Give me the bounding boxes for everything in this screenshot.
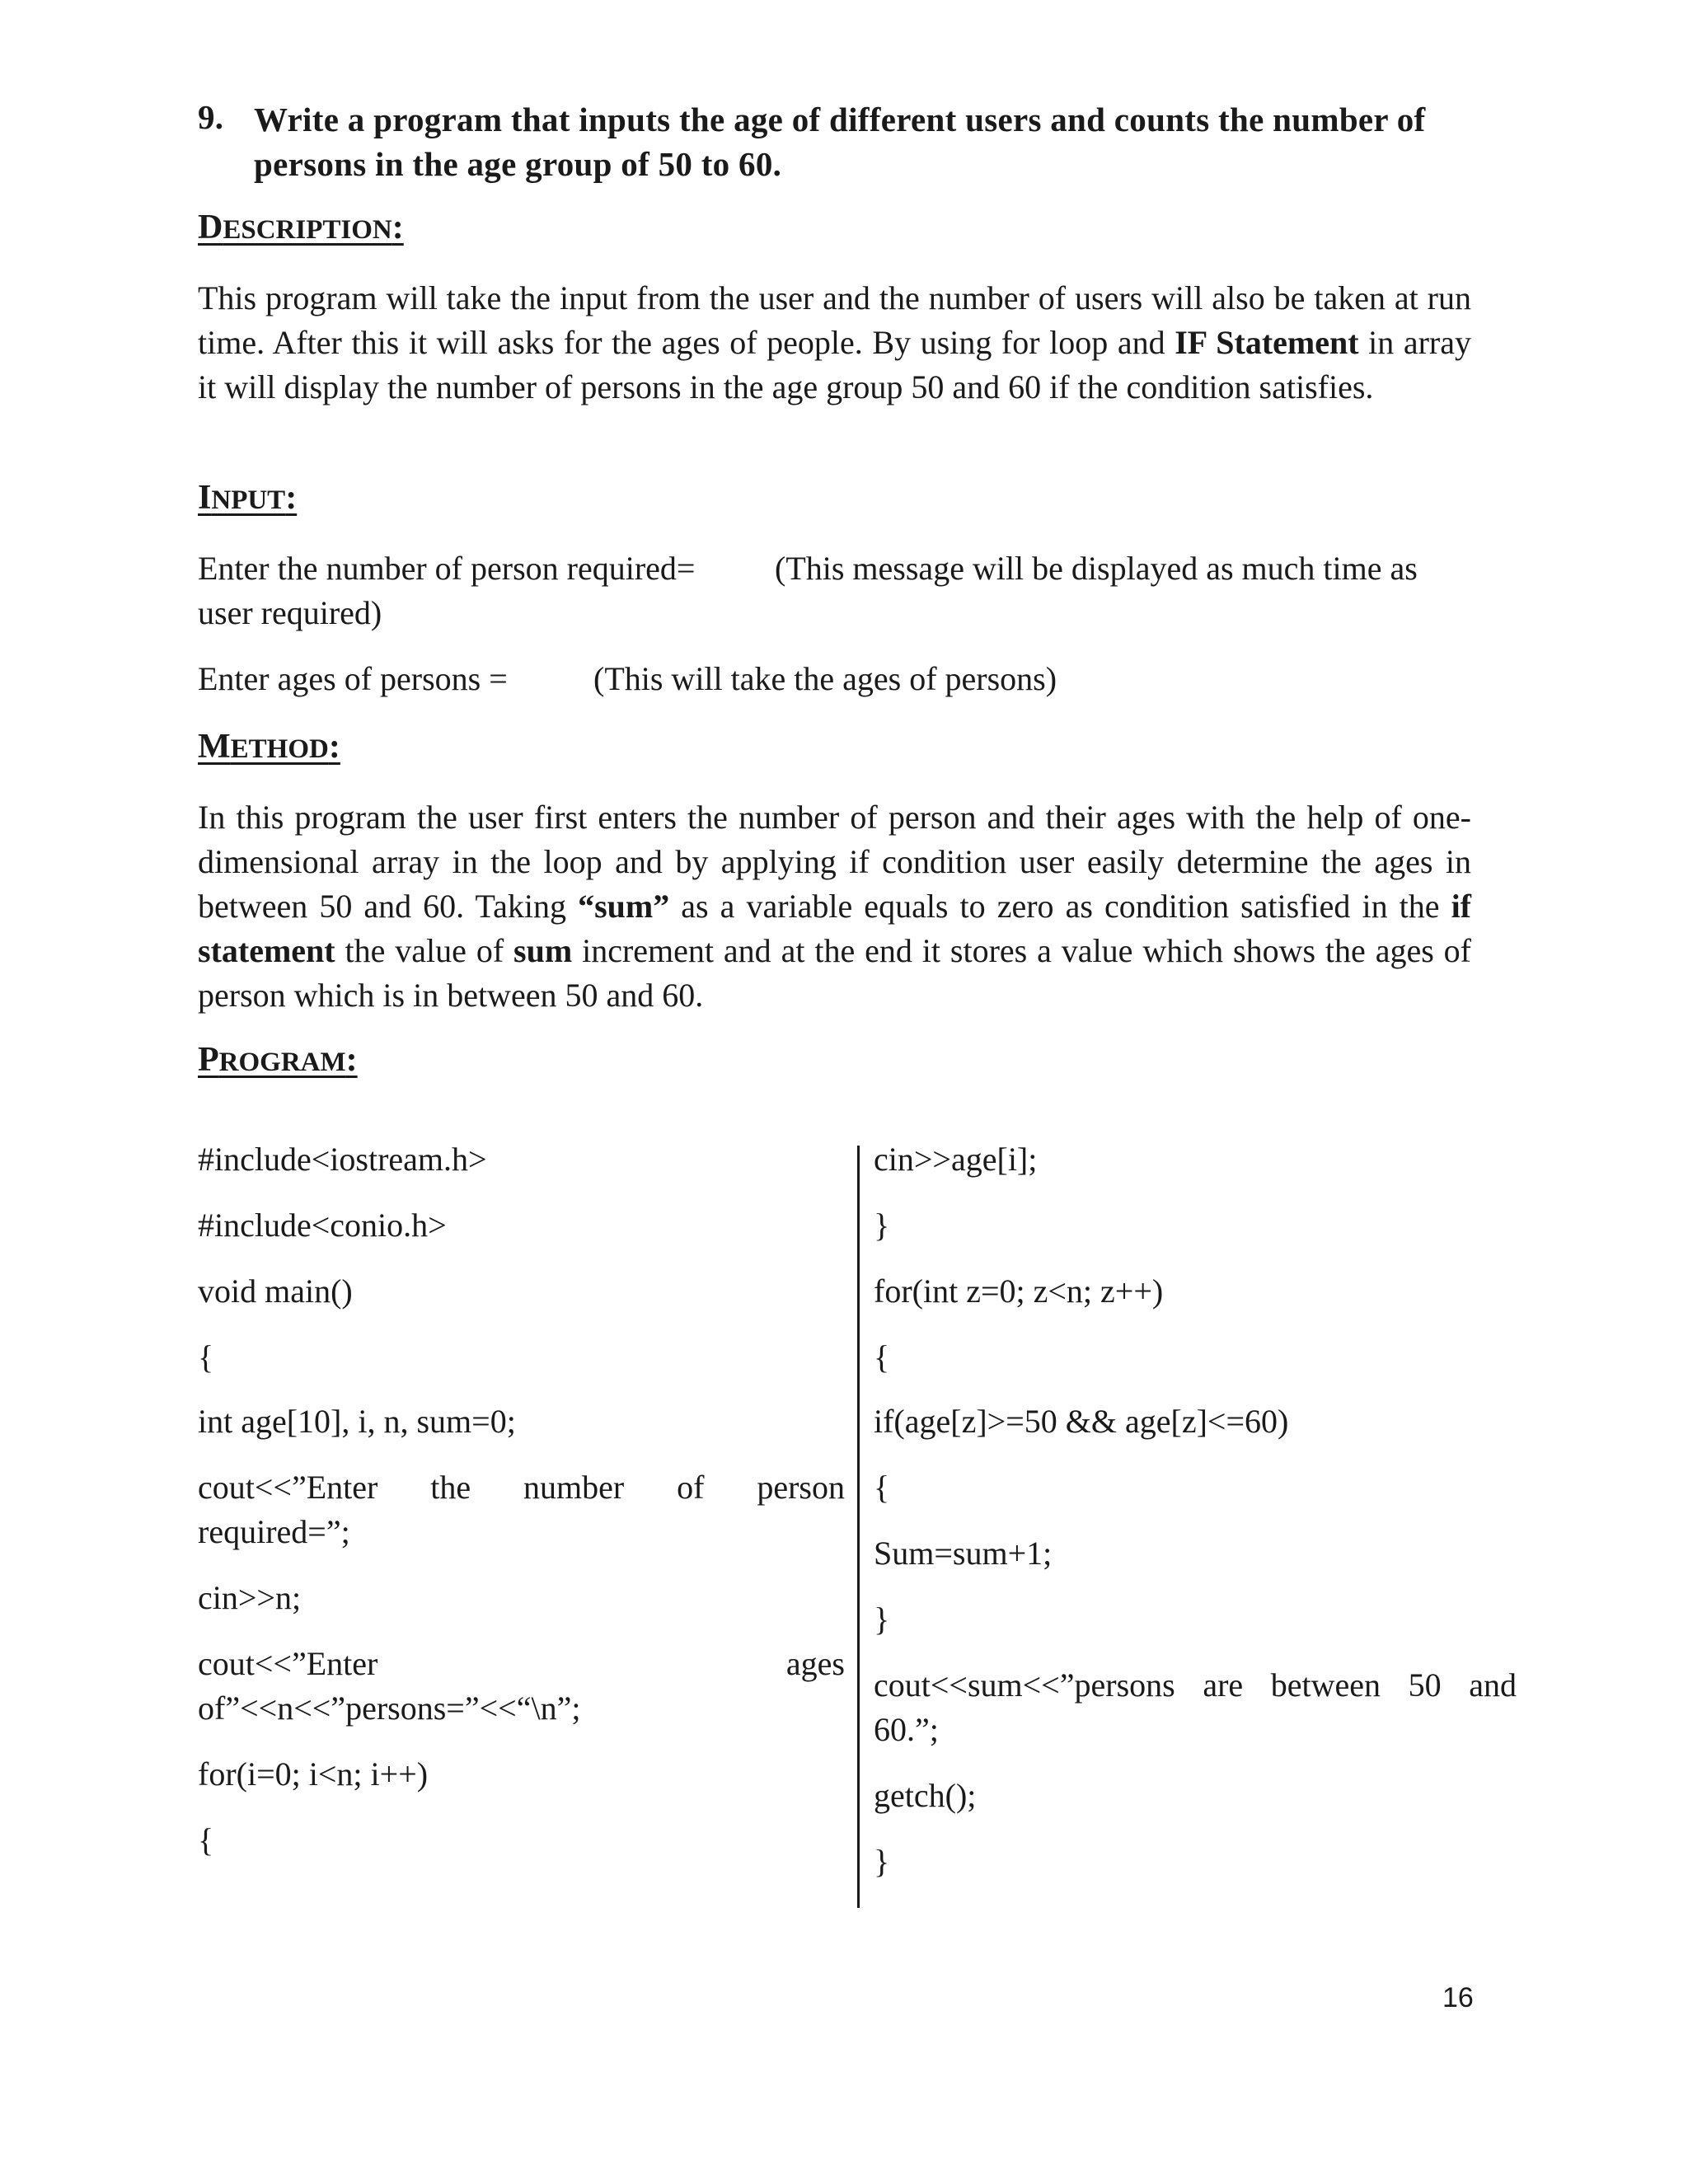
code-line-wrapped xyxy=(198,1465,845,1554)
code-line: { xyxy=(198,1338,214,1376)
code-line: void main() xyxy=(198,1272,353,1310)
method-part-4: increment and at the end it stores a value which shows the ages of person which is in between 50 and 60. xyxy=(198,932,1471,1014)
heading-colon: : xyxy=(328,728,340,766)
question-number: 9. xyxy=(198,98,224,136)
code-column-divider xyxy=(857,1146,860,1908)
code-line: 60.”; xyxy=(874,1711,939,1748)
description-part-2: in array it will display the number of persons in the age group 50 and 60 if the condition satisfies. xyxy=(198,324,1472,405)
program-heading xyxy=(198,1040,358,1080)
description-part-1: This program will take the input from the user and the number of users will also be taken at run time. After this it will asks for the ages of people. By using for loop and xyxy=(198,279,1471,361)
code-line: of”<<n<<”persons=”<<“\n”; xyxy=(198,1690,581,1727)
code-line: int age[10], i, n, sum=0; xyxy=(198,1403,516,1440)
code-line: cout<<sum<<”persons are between 50 and xyxy=(874,1666,1517,1704)
heading-colon: : xyxy=(345,1041,358,1079)
heading-rest: NPUT xyxy=(211,485,286,515)
input-line-1-cont: user required) xyxy=(198,594,382,631)
heading-initial: P xyxy=(198,1041,219,1079)
method-bold-3: sum xyxy=(513,932,573,969)
code-line: { xyxy=(874,1469,890,1506)
input-heading xyxy=(198,478,297,518)
input-line-1-note: (This message will be displayed as much time as xyxy=(775,550,1418,587)
code-line: cin>>n; xyxy=(198,1579,302,1616)
method-part-3: the value of xyxy=(335,932,514,969)
input-line-1: Enter the number of person required= xyxy=(198,550,696,587)
heading-colon: : xyxy=(392,209,404,246)
code-line: cout<<”Enter the number of person xyxy=(198,1469,845,1506)
heading-rest: ETHOD xyxy=(230,734,329,764)
code-line: Sum=sum+1; xyxy=(874,1535,1053,1572)
code-line: } xyxy=(874,1843,890,1880)
method-part-2: as a variable equals to zero as condition satisfied in the xyxy=(669,888,1451,925)
description-bold-1: IF Statement xyxy=(1175,324,1359,361)
code-line-wrapped xyxy=(198,1642,845,1731)
code-line: cout<<”Enter ages xyxy=(198,1645,845,1682)
heading-initial: D xyxy=(198,209,223,246)
description-heading xyxy=(198,208,404,247)
code-line: required=”; xyxy=(198,1513,350,1550)
heading-rest: ESCRIPTION xyxy=(223,215,392,245)
code-line: if(age[z]>=50 && age[z]<=60) xyxy=(874,1403,1289,1440)
method-text xyxy=(198,795,1471,1018)
code-line: for(i=0; i<n; i++) xyxy=(198,1755,429,1793)
heading-initial: I xyxy=(198,479,212,517)
heading-initial: M xyxy=(198,728,231,766)
method-bold-1: “sum” xyxy=(578,888,670,925)
heading-rest: ROGRAM xyxy=(218,1047,346,1077)
code-line: getch(); xyxy=(874,1777,977,1814)
method-part-1: In this program the user first enters the number of person and their ages with the help of one-dimensional array in the loop and by applying if condition user easily determine the ages in between 50 and 60. Taking xyxy=(198,799,1471,925)
question-text: Write a program that inputs the age of different users and counts the number of persons in the age group of 50 to 60. xyxy=(254,101,1426,183)
input-line-2-note: (This will take the ages of persons) xyxy=(593,660,1057,697)
method-heading xyxy=(198,727,340,766)
heading-colon: : xyxy=(285,479,298,517)
code-line-wrapped xyxy=(874,1663,1517,1752)
code-line: cin>>age[i]; xyxy=(874,1141,1038,1178)
page-number: 16 xyxy=(1442,1982,1474,2013)
code-line: { xyxy=(198,1821,214,1858)
code-line: for(int z=0; z<n; z++) xyxy=(874,1272,1164,1310)
code-line: } xyxy=(874,1207,890,1244)
method-bold-2: if statement xyxy=(198,888,1471,969)
input-line-2: Enter ages of persons = xyxy=(198,660,508,697)
code-line: #include<iostream.h> xyxy=(198,1141,487,1178)
code-line: } xyxy=(874,1601,890,1638)
code-line: { xyxy=(874,1338,890,1376)
description-text xyxy=(198,276,1471,410)
code-line: #include<conio.h> xyxy=(198,1207,447,1244)
